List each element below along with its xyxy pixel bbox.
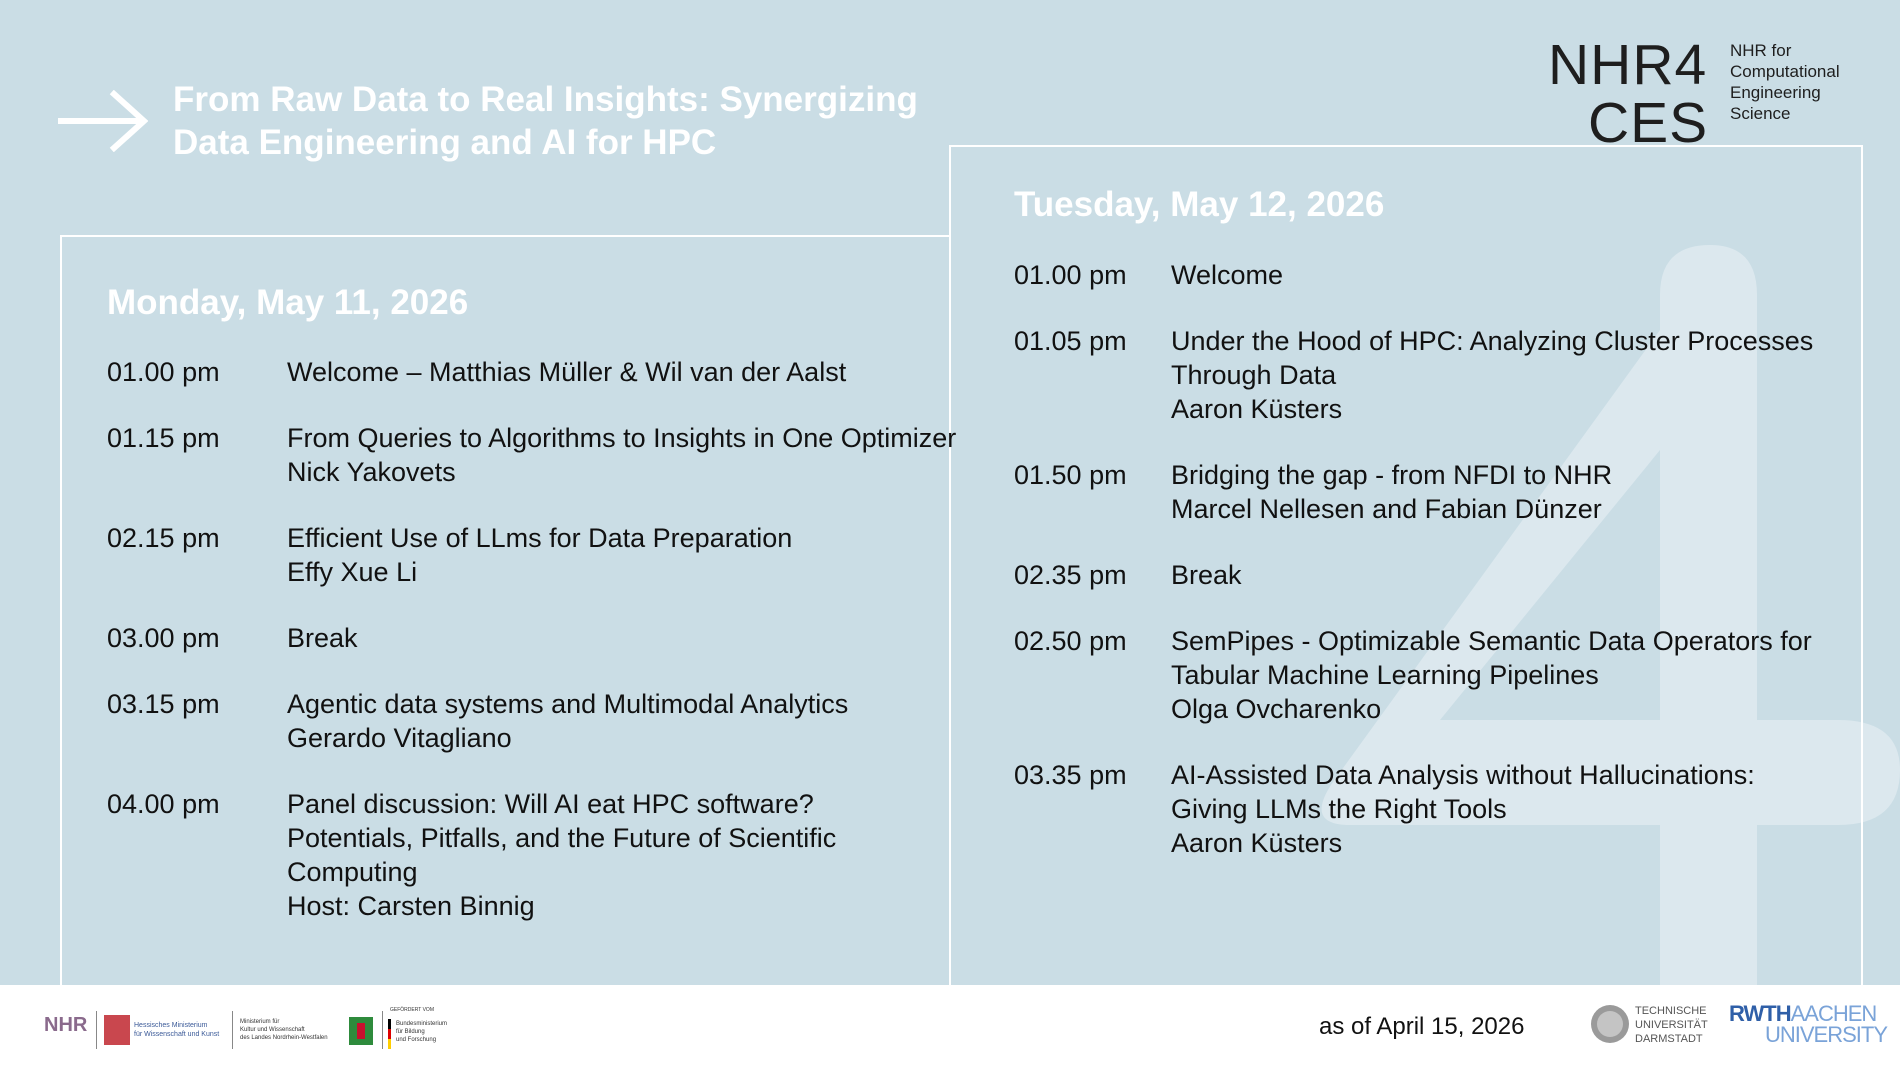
title-line-1: From Raw Data to Real Insights: Synergizing bbox=[173, 80, 918, 119]
logo-tagline-line: NHR for bbox=[1730, 41, 1792, 60]
session-time: 02.50 pm bbox=[1014, 626, 1127, 656]
session-details bbox=[287, 787, 956, 923]
session-line: Nick Yakovets bbox=[287, 457, 456, 487]
svg-text:NHR: NHR bbox=[44, 1014, 88, 1036]
session-details bbox=[287, 355, 956, 389]
schedule-row bbox=[1014, 458, 1813, 526]
session-time: 04.00 pm bbox=[107, 789, 220, 819]
session-time: 01.00 pm bbox=[1014, 260, 1127, 290]
svg-text:des Landes Nordrhein-Westfalen: des Landes Nordrhein-Westfalen bbox=[240, 1035, 328, 1041]
session-line: Effy Xue Li bbox=[287, 557, 418, 587]
logo-tagline-line: Computational bbox=[1730, 62, 1840, 81]
session-title: Agentic data systems and Multimodal Analytics bbox=[287, 689, 849, 719]
session-details bbox=[1171, 758, 1813, 860]
schedule-row bbox=[1014, 258, 1813, 292]
schedule-row bbox=[107, 421, 956, 489]
session-title: From Queries to Algorithms to Insights in One Optimizer bbox=[287, 423, 957, 453]
session-title: Break bbox=[1171, 560, 1242, 590]
monday-schedule bbox=[107, 355, 956, 955]
schedule-row bbox=[1014, 624, 1813, 726]
tu-darmstadt-logo bbox=[1590, 1000, 1720, 1048]
session-details bbox=[287, 521, 956, 589]
session-line: Host: Carsten Binnig bbox=[287, 891, 535, 921]
logo-tagline-line: Engineering bbox=[1730, 83, 1821, 102]
session-line: Tabular Machine Learning Pipelines bbox=[1171, 660, 1599, 690]
svg-text:DARMSTADT: DARMSTADT bbox=[1635, 1033, 1703, 1045]
session-line: Marcel Nellesen and Fabian Dünzer bbox=[1171, 494, 1602, 524]
monday-heading: Monday, May 11, 2026 bbox=[107, 283, 469, 322]
logo-tagline-line: Science bbox=[1730, 104, 1791, 123]
session-title: Bridging the gap - from NFDI to NHR bbox=[1171, 460, 1613, 490]
session-line: Gerardo Vitagliano bbox=[287, 723, 512, 753]
logo-line-2: CES bbox=[1588, 91, 1709, 155]
svg-text:und Forschung: und Forschung bbox=[396, 1037, 437, 1043]
session-time: 02.35 pm bbox=[1014, 560, 1127, 590]
rwth-text: RWTH bbox=[1729, 1001, 1791, 1026]
session-details bbox=[1171, 258, 1813, 292]
schedule-row bbox=[107, 521, 956, 589]
schedule-row bbox=[107, 687, 956, 755]
tuesday-heading: Tuesday, May 12, 2026 bbox=[1014, 185, 1385, 224]
as-of-date: as of April 15, 2026 bbox=[1319, 1013, 1525, 1040]
aachen-text: AACHEN bbox=[1790, 1001, 1877, 1026]
svg-text:TECHNISCHE: TECHNISCHE bbox=[1635, 1005, 1707, 1017]
svg-text:Bundesministerium: Bundesministerium bbox=[396, 1021, 448, 1027]
session-details bbox=[287, 421, 956, 489]
session-title: Efficient Use of LLms for Data Preparation bbox=[287, 523, 793, 553]
schedule-row bbox=[107, 621, 956, 655]
university-text: UNIVERSITY bbox=[1765, 1022, 1888, 1047]
session-time: 03.00 pm bbox=[107, 623, 220, 653]
session-details bbox=[287, 621, 956, 655]
session-details bbox=[1171, 624, 1813, 726]
rwth-aachen-logo bbox=[1729, 1003, 1887, 1045]
session-title: AI-Assisted Data Analysis without Hallucinations: bbox=[1171, 760, 1755, 790]
svg-text:GEFÖRDERT VOM: GEFÖRDERT VOM bbox=[390, 1007, 434, 1013]
session-details bbox=[1171, 324, 1813, 426]
logo-tagline bbox=[1730, 40, 1870, 124]
schedule-row bbox=[107, 355, 956, 389]
tuesday-schedule bbox=[1014, 258, 1813, 892]
session-title: Welcome bbox=[1171, 260, 1284, 290]
funder-logos bbox=[44, 1005, 494, 1055]
title-line-2: Data Engineering and AI for HPC bbox=[173, 123, 717, 162]
svg-text:UNIVERSITÄT: UNIVERSITÄT bbox=[1635, 1019, 1708, 1031]
session-line: Potentials, Pitfalls, and the Future of Scientific bbox=[287, 823, 837, 853]
svg-text:Ministerium für: Ministerium für bbox=[240, 1019, 280, 1025]
session-line: Giving LLMs the Right Tools bbox=[1171, 794, 1507, 824]
session-time: 01.15 pm bbox=[107, 423, 220, 453]
session-line: Aaron Küsters bbox=[1171, 828, 1343, 858]
session-title: Break bbox=[287, 623, 358, 653]
arrow-right-icon bbox=[58, 90, 148, 152]
session-time: 01.05 pm bbox=[1014, 326, 1127, 356]
session-title: Under the Hood of HPC: Analyzing Cluster Processes bbox=[1171, 326, 1814, 356]
schedule-row bbox=[1014, 324, 1813, 426]
schedule-row bbox=[107, 787, 956, 923]
session-title: Welcome – Matthias Müller & Wil van der Aalst bbox=[287, 357, 847, 387]
session-details bbox=[287, 687, 956, 755]
session-details bbox=[1171, 558, 1813, 592]
svg-text:für Wissenschaft und Kunst: für Wissenschaft und Kunst bbox=[134, 1031, 220, 1038]
session-time: 02.15 pm bbox=[107, 523, 220, 553]
logo-line-1: NHR4 bbox=[1548, 33, 1708, 97]
session-time: 01.00 pm bbox=[107, 357, 220, 387]
schedule-row bbox=[1014, 558, 1813, 592]
session-time: 01.50 pm bbox=[1014, 460, 1127, 490]
session-line: Aaron Küsters bbox=[1171, 394, 1343, 424]
session-time: 03.15 pm bbox=[107, 689, 220, 719]
session-line: Through Data bbox=[1171, 360, 1337, 390]
svg-text:für Bildung: für Bildung bbox=[396, 1029, 425, 1035]
session-time: 03.35 pm bbox=[1014, 760, 1127, 790]
session-line: Olga Ovcharenko bbox=[1171, 694, 1382, 724]
svg-text:Kultur und Wissenschaft: Kultur und Wissenschaft bbox=[240, 1027, 305, 1033]
session-details bbox=[1171, 458, 1813, 526]
session-title: SemPipes - Optimizable Semantic Data Operators for bbox=[1171, 626, 1812, 656]
svg-text:Hessisches Ministerium: Hessisches Ministerium bbox=[134, 1022, 208, 1029]
logo-mark bbox=[1548, 33, 1718, 155]
schedule-row bbox=[1014, 758, 1813, 860]
page-title bbox=[173, 78, 973, 164]
session-line: Computing bbox=[287, 857, 418, 887]
session-title: Panel discussion: Will AI eat HPC software? bbox=[287, 789, 814, 819]
